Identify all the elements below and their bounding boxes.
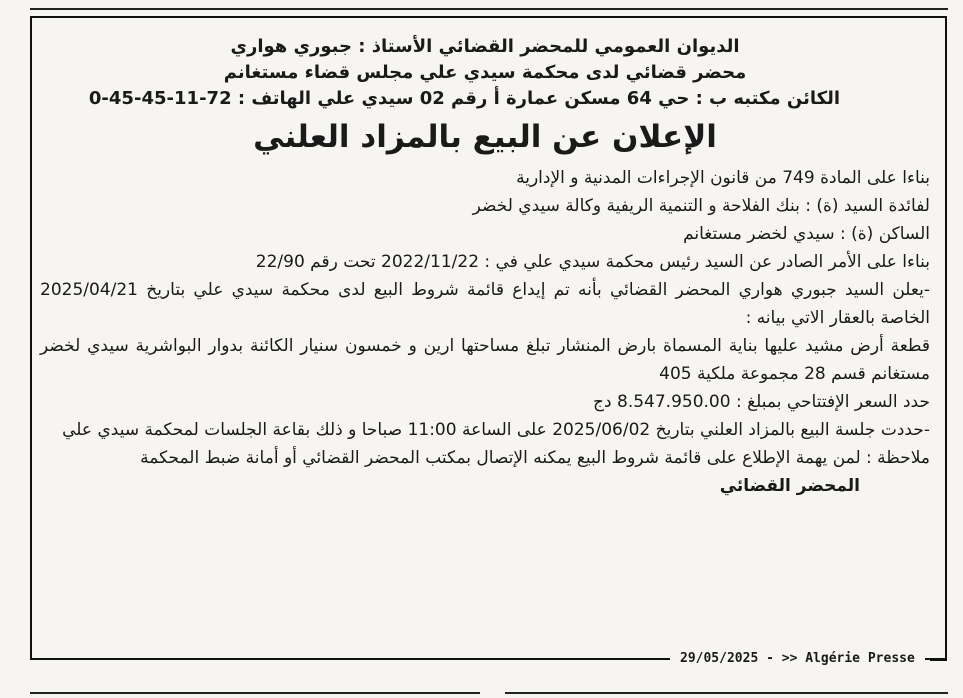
- property-description: قطعة أرض مشيد عليها بناية المسماة بارض المنشار تبلغ مساحتها ارين و خمسون سنيار الكائنة بدوار البواشرية سيدي لخضر مستغانم قسم 28 مجموعة ملكية 405: [40, 336, 930, 384]
- announcement-paragraph: -يعلن السيد جبوري هواري المحضر القضائي بأنه تم إيداع قائمة شروط البيع لدى محكمة سيدي علي بتاريخ 2025/04/21 الخاصة بالعقار الاتي بيانه :: [40, 280, 930, 328]
- source-footer: 29/05/2025 - >> Algérie Presse: [670, 650, 925, 668]
- signature: المحضر القضائي: [719, 476, 860, 496]
- office-title: الديوان العمومي للمحضر القضائي الأستاذ : جبوري هواري: [230, 36, 740, 57]
- bottom-rule-left: [30, 692, 480, 694]
- auction-session: -حددت جلسة البيع بالمزاد العلني بتاريخ 2025/06/02 على الساعة 11:00 صباحا و ذلك بقاعة الجلسات لمحكمة سيدي علي: [62, 420, 930, 440]
- note: ملاحظة : لمن يهمة الإطلاع على قائمة شروط البيع يمكنه الإتصال بمكتب المحضر القضائي أو أمانة ضبط المحكمة: [140, 448, 930, 468]
- court-line: محضر قضائي لدى محكمة سيدي علي مجلس قضاء مستغانم: [223, 62, 747, 83]
- bottom-rule-right: [505, 692, 948, 694]
- announcement-content: [40, 34, 930, 500]
- legal-basis: بناءا على المادة 749 من قانون الإجراءات المدنية و الإدارية: [516, 168, 930, 188]
- office-address: الكائن مكتبه ب : حي 64 مسكن عمارة أ رقم 02 سيدي علي الهاتف : 72-11-45-45-0: [88, 88, 840, 109]
- court-order: بناءا على الأمر الصادر عن السيد رئيس محكمة سيدي علي في : 2022/11/22 تحت رقم 22/90: [255, 252, 930, 272]
- residence: الساكن (ة) : سيدي لخضر مستغانم: [683, 224, 930, 244]
- footer-rule: [930, 659, 947, 661]
- top-rule: [30, 8, 948, 10]
- announcement-title: الإعلان عن البيع بالمزاد العلني: [253, 119, 717, 155]
- beneficiary: لفائدة السيد (ة) : بنك الفلاحة و التنمية الريفية وكالة سيدي لخضر: [472, 196, 930, 216]
- opening-price: حدد السعر الإفتتاحي بمبلغ : 8.547.950.00 دج: [593, 392, 930, 412]
